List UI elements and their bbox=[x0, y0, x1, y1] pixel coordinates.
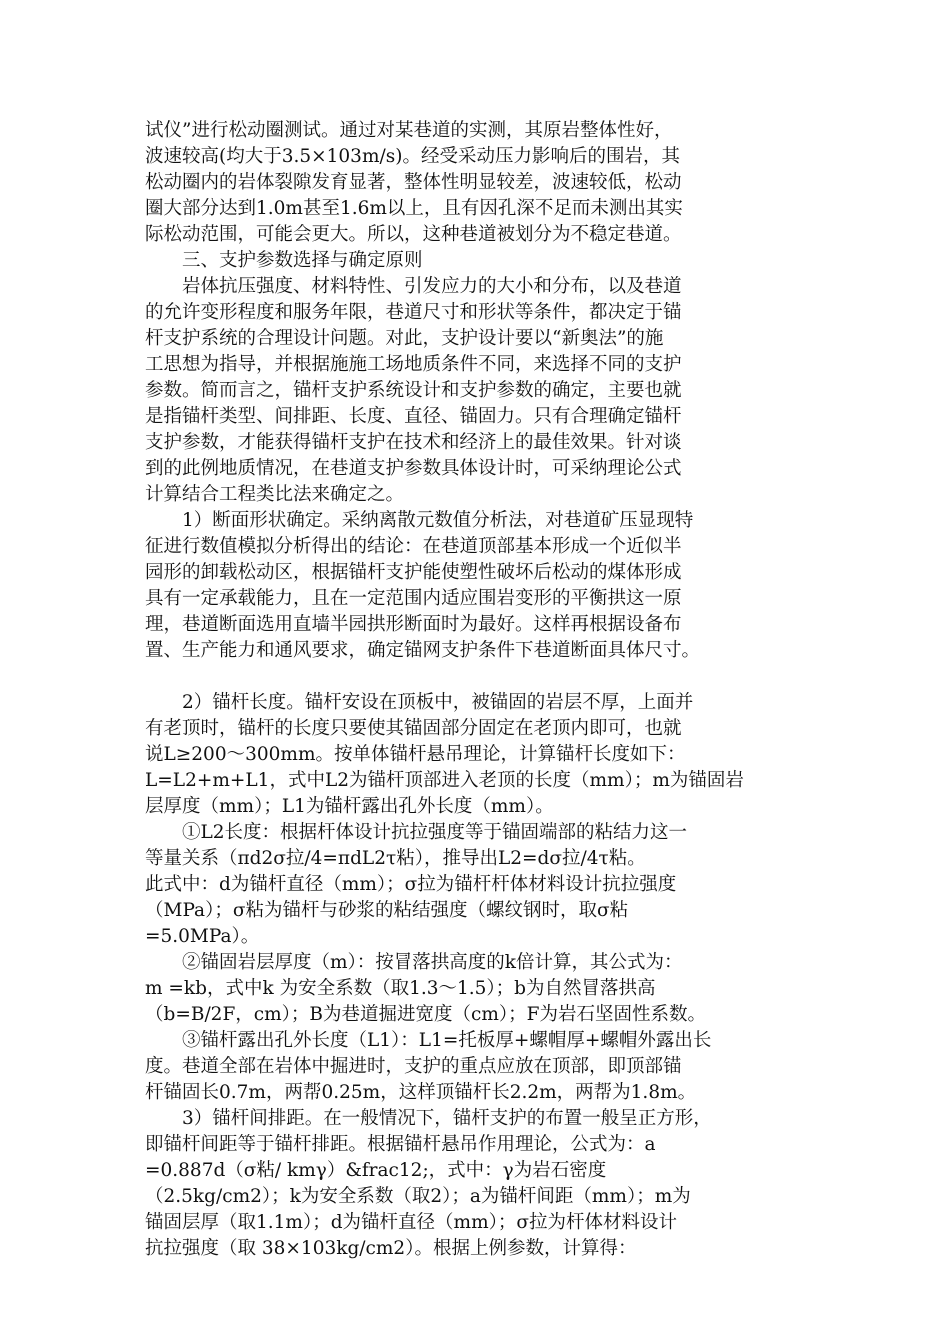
text-line: 等量关系（πd2σ拉/4=πdL2τ粘），推导出L2=dσ拉/4τ粘。 bbox=[145, 848, 646, 869]
text-line: =5.0MPa）。 bbox=[145, 926, 260, 947]
text-line: 是指锚杆类型、间排距、长度、直径、锚固力。只有合理确定锚杆 bbox=[145, 406, 682, 427]
blank-line bbox=[145, 664, 815, 690]
text-line: 层厚度（mm）；L1为锚杆露出孔外长度（mm）。 bbox=[145, 796, 554, 817]
text-line: 的允许变形程度和服务年限，巷道尺寸和形状等条件，都决定于锚 bbox=[145, 302, 682, 323]
text-line: （MPa）；σ粘为锚杆与砂浆的粘结强度（螺纹钢时，取σ粘 bbox=[145, 900, 629, 921]
text-line: （2.5kg/cm2）；k为安全系数（取2）；a为锚杆间距（mm）；m为 bbox=[145, 1186, 691, 1207]
body-text bbox=[145, 118, 815, 1262]
text-line: 2）锚杆长度。锚杆安设在顶板中，被锚固的岩层不厚，上面并 bbox=[145, 692, 694, 713]
text-line: 支护参数，才能获得锚杆支护在技术和经济上的最佳效果。针对谈 bbox=[145, 432, 682, 453]
text-line: 岩体抗压强度、材料特性、引发应力的大小和分布，以及巷道 bbox=[145, 276, 682, 297]
text-line: 说L≥200～300mm。按单体锚杆悬吊理论，计算锚杆长度如下： bbox=[145, 744, 686, 765]
text-line: 3）锚杆间排距。在一般情况下，锚杆支护的布置一般呈正方形， bbox=[145, 1108, 712, 1129]
text-line: 即锚杆间距等于锚杆排距。根据锚杆悬吊作用理论，公式为：a bbox=[145, 1134, 656, 1155]
text-line: 计算结合工程类比法来确定之。 bbox=[145, 484, 405, 505]
text-line: 具有一定承载能力，且在一定范围内适应围岩变形的平衡拱这一原 bbox=[145, 588, 682, 609]
text-line: 杆支护系统的合理设计问题。对此，支护设计要以“新奥法”的施 bbox=[145, 328, 664, 349]
text-line: 理，巷道断面选用直墙半园拱形断面时为最好。这样再根据设备布 bbox=[145, 614, 682, 635]
text-line: 此式中：d为锚杆直径（mm）；σ拉为锚杆杆体材料设计抗拉强度 bbox=[145, 874, 677, 895]
text-line: 杆锚固长0.7m，两帮0.25m，这样顶锚杆长2.2m，两帮为1.8m。 bbox=[145, 1082, 697, 1103]
text-line: 抗拉强度（取 38×103kg/cm2）。根据上例参数，计算得： bbox=[145, 1238, 637, 1259]
text-line: 波速较高(均大于3.5×103m/s)。经受采动压力影响后的围岩，其 bbox=[145, 146, 680, 167]
text-line: 工思想为指导，并根据施施工场地质条件不同，来选择不同的支护 bbox=[145, 354, 682, 375]
text-line: 度。巷道全部在岩体中掘进时，支护的重点应放在顶部，即顶部锚 bbox=[145, 1056, 682, 1077]
text-line: =0.887d（σ粘/ kmγ）&frac12;，式中：γ为岩石密度 bbox=[145, 1160, 607, 1181]
text-line: ①L2长度：根据杆体设计抗拉强度等于锚固端部的粘结力这一 bbox=[145, 822, 688, 843]
text-line: 到的此例地质情况，在巷道支护参数具体设计时，可采纳理论公式 bbox=[145, 458, 682, 479]
text-line: 圈大部分达到1.0m甚至1.6m以上，且有因孔深不足而未测出其实 bbox=[145, 198, 683, 219]
section-heading: 三、支护参数选择与确定原则 bbox=[145, 250, 423, 271]
text-line: （b=B/2F，cm）；B为巷道掘进宽度（cm）；F为岩石坚固性系数。 bbox=[145, 1004, 707, 1025]
text-line: m =kb，式中k 为安全系数（取1.3～1.5）；b为自然冒落拱高 bbox=[145, 978, 656, 999]
text-line: 际松动范围，可能会更大。所以，这种巷道被划分为不稳定巷道。 bbox=[145, 224, 682, 245]
text-line: 锚固层厚（取1.1m）；d为锚杆直径（mm）；σ拉为杆体材料设计 bbox=[145, 1212, 678, 1233]
text-line: L=L2+m+L1，式中L2为锚杆顶部进入老顶的长度（mm）；m为锚固岩 bbox=[145, 770, 744, 791]
text-line: 参数。简而言之，锚杆支护系统设计和支护参数的确定，主要也就 bbox=[145, 380, 682, 401]
text-line: 征进行数值模拟分析得出的结论：在巷道顶部基本形成一个近似半 bbox=[145, 536, 682, 557]
text-line: 有老顶时，锚杆的长度只要使其锚固部分固定在老顶内即可，也就 bbox=[145, 718, 682, 739]
text-line: ③锚杆露出孔外长度（L1）：L1=托板厚+螺帽厚+螺帽外露出长 bbox=[145, 1030, 712, 1051]
text-line: 园形的卸载松动区，根据锚杆支护能使塑性破坏后松动的煤体形成 bbox=[145, 562, 682, 583]
text-line: ②锚固岩层厚度（m）：按冒落拱高度的k倍计算，其公式为： bbox=[145, 952, 683, 973]
text-line: 置、生产能力和通风要求，确定锚网支护条件下巷道断面具体尺寸。 bbox=[145, 640, 701, 661]
text-line: 试仪”进行松动圈测试。通过对某巷道的实测，其原岩整体性好， bbox=[145, 120, 673, 141]
text-line: 松动圈内的岩体裂隙发育显著，整体性明显较差，波速较低，松动 bbox=[145, 172, 682, 193]
text-line: 1）断面形状确定。采纳离散元数值分析法，对巷道矿压显现特 bbox=[145, 510, 694, 531]
